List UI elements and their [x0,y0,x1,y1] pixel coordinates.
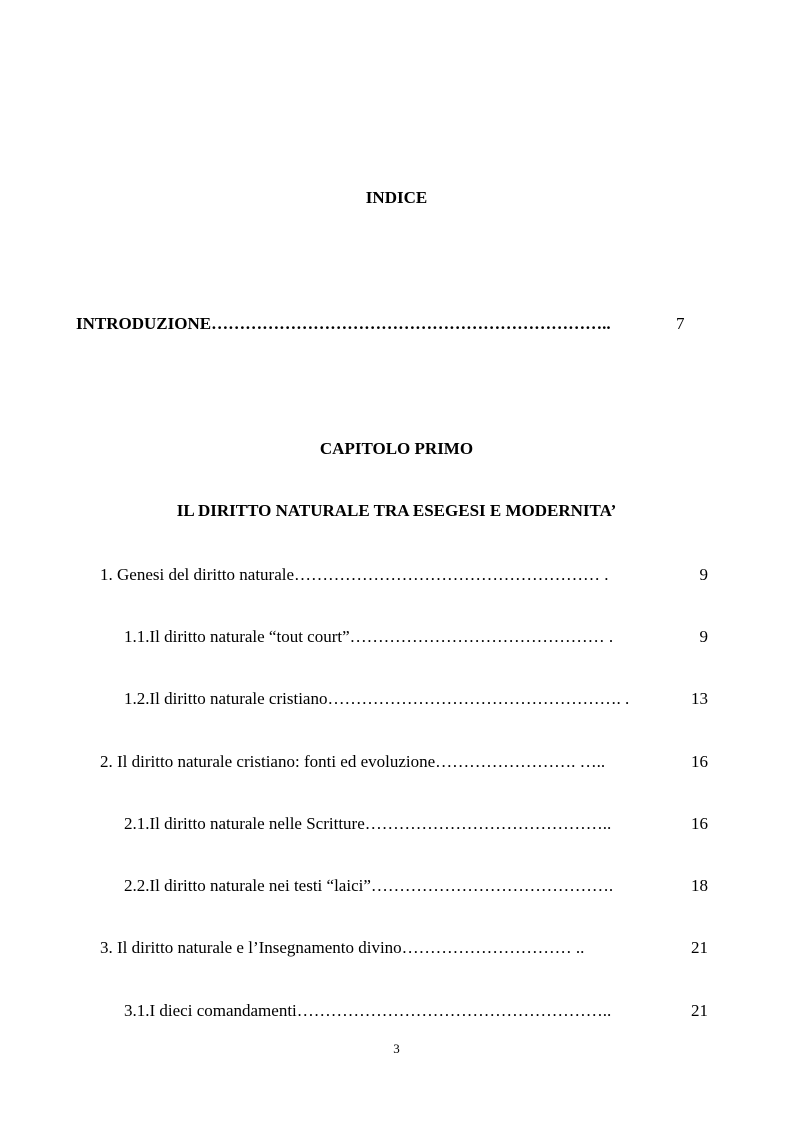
toc-entry: 1.2.Il diritto naturale cristiano……………………………………………. . [124,689,630,708]
toc-entry-page: 9 [699,565,708,584]
toc-entry-page: 21 [691,938,708,957]
toc-entry-page: 16 [691,814,708,833]
toc-entry-page: 9 [699,627,708,646]
toc-entry-page: 16 [691,752,708,771]
page-title: INDICE [365,188,428,207]
toc-entry: 2.1.Il diritto naturale nelle Scritture…………………………………….. [124,814,612,833]
chapter-label: CAPITOLO PRIMO [319,439,474,458]
chapter-title: IL DIRITTO NATURALE TRA ESEGESI E MODERNITA’ [176,501,617,520]
toc-entry: 2. Il diritto naturale cristiano: fonti ed evoluzione……………………. ….. [100,752,606,771]
toc-entry-page: 13 [691,689,708,708]
toc-introduction-page: 7 [676,314,685,333]
toc-entry-page: 21 [691,1001,708,1020]
toc-entry-page: 18 [691,876,708,895]
toc-introduction: INTRODUZIONE…………………………………………………………….. [76,314,611,333]
toc-entry: 2.2.Il diritto naturale nei testi “laici”……………………………………. [124,876,614,895]
toc-entry: 1.1.Il diritto naturale “tout court”……………………………………… . [124,627,614,646]
toc-entry: 3.1.I dieci comandamenti……………………………………………….. [124,1001,612,1020]
footer-page-number: 3 [393,1041,400,1056]
toc-entry: 3. Il diritto naturale e l’Insegnamento divino………………………… .. [100,938,585,957]
toc-entry: 1. Genesi del diritto naturale……………………………………………… . [100,565,609,584]
